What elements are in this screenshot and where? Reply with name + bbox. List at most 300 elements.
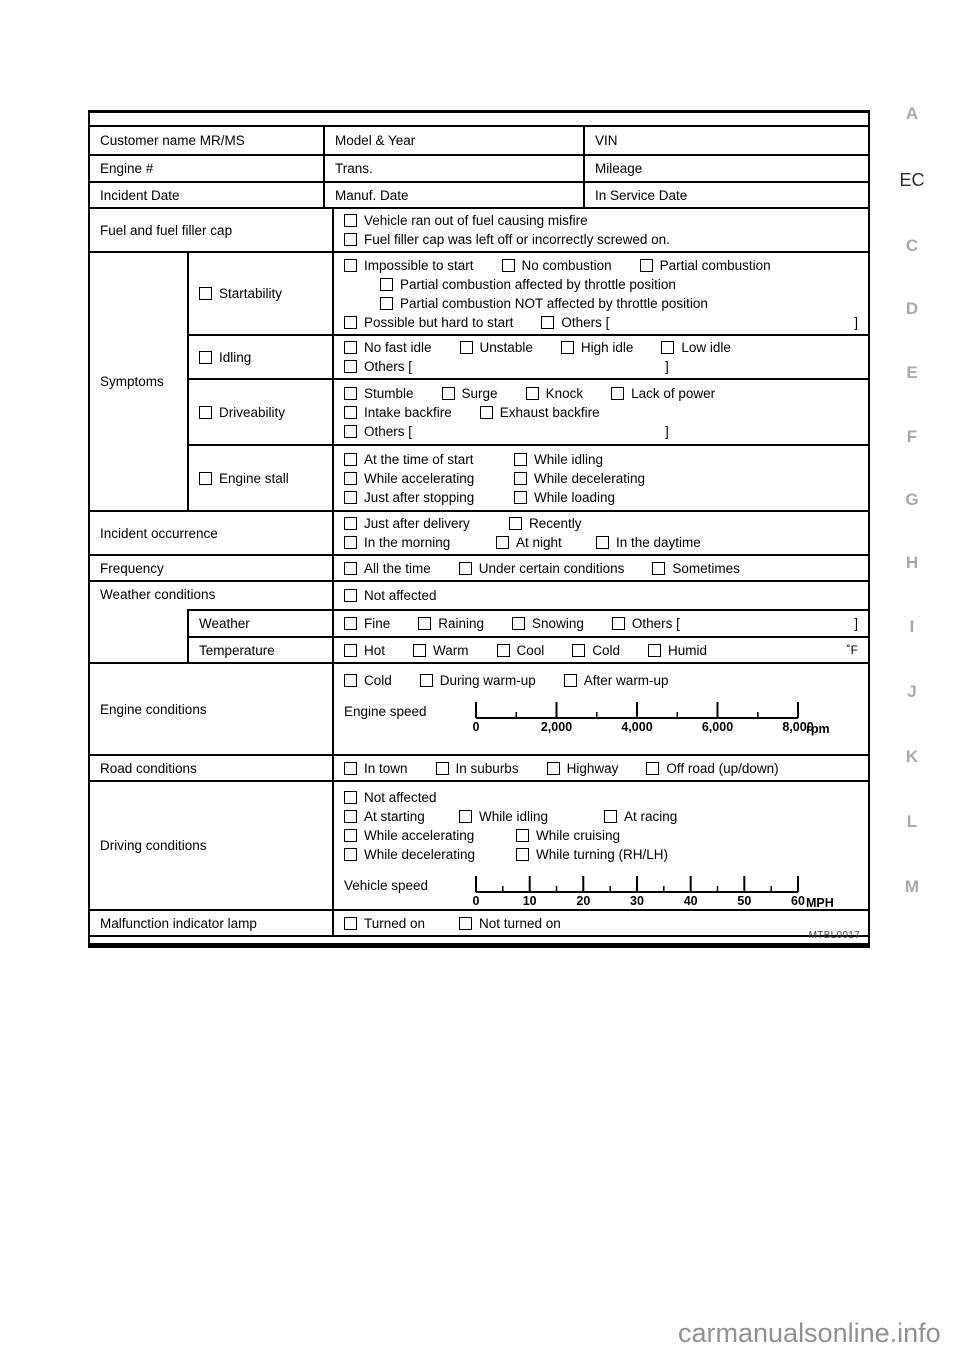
- checkbox-line: [344, 915, 860, 931]
- figure-code: MTBL0017: [808, 930, 860, 941]
- field-customer-name: Customer name MR/MS: [100, 133, 245, 148]
- diagnostic-worksheet-frame: [88, 110, 870, 948]
- row-label-engine-conditions: Engine conditions: [90, 662, 332, 754]
- checkbox-just-after-delivery[interactable]: [344, 517, 357, 530]
- option-label: While accelerating: [364, 470, 475, 486]
- option-label: Cold: [592, 642, 621, 658]
- checkbox-option: [516, 828, 620, 843]
- checkbox-recently[interactable]: [509, 517, 522, 530]
- checkbox-at-the-time-of-start[interactable]: [344, 453, 357, 466]
- option-label: Warm: [433, 642, 469, 658]
- option-label: In the morning: [364, 535, 451, 550]
- checkbox-option: [344, 809, 459, 824]
- option-label: Partial combustion affected by throttle position: [400, 276, 676, 292]
- row-label-engine-stall: [187, 446, 332, 510]
- checkbox-while-decelerating[interactable]: [344, 848, 357, 861]
- option-label: Not affected: [364, 789, 437, 805]
- scale-ruler: [472, 699, 830, 736]
- checkbox-option: [514, 490, 615, 505]
- option-label: While turning (RH/LH): [536, 846, 669, 862]
- option-label: While decelerating: [364, 846, 476, 862]
- row-label-mil: Malfunction indicator lamp: [90, 909, 332, 935]
- checkbox-line: [344, 642, 860, 658]
- checkbox-option: [497, 643, 545, 658]
- checkbox-fine[interactable]: [344, 617, 357, 630]
- option-label: No fast idle: [364, 340, 432, 355]
- table-row-engine-conditions: [90, 662, 868, 754]
- chapter-letter-i: I: [909, 617, 915, 636]
- checkbox-in-suburbs[interactable]: [436, 762, 449, 775]
- checkbox-off-road-up-down[interactable]: [646, 762, 659, 775]
- checkbox-line: [344, 385, 860, 401]
- checkbox-others[interactable]: [541, 316, 554, 329]
- checkbox-lack-of-power[interactable]: [611, 387, 624, 400]
- checkbox-option: [480, 405, 600, 420]
- checkbox-option: [646, 761, 778, 776]
- weather-subrows: [187, 582, 868, 662]
- row-label-frequency: Frequency: [90, 554, 332, 580]
- tick-label: 6,000: [701, 720, 734, 734]
- checkbox-line: [344, 232, 860, 248]
- tick-label: 0: [472, 894, 480, 908]
- scale-caption: Vehicle speed: [344, 878, 429, 893]
- checkbox-option: [344, 490, 514, 505]
- option-label: Hot: [364, 642, 386, 658]
- option-label: Others [: [364, 423, 413, 439]
- checkbox-warm[interactable]: [413, 644, 426, 657]
- option-label: Stumble: [364, 385, 414, 401]
- driving-options: [332, 780, 868, 909]
- option-label: While accelerating: [364, 827, 475, 843]
- chapter-letter-j: J: [907, 682, 917, 701]
- checkbox-option: [344, 643, 385, 658]
- option-label: Intake backfire: [364, 404, 452, 420]
- option-label: All the time: [364, 560, 431, 576]
- scale-tick-labels: [472, 894, 805, 909]
- engine-conditions-options: [332, 662, 868, 754]
- option-label: At racing: [624, 808, 678, 824]
- checkbox-line: [344, 423, 860, 439]
- option-label: Impossible to start: [364, 257, 474, 273]
- checkbox-option: [604, 809, 677, 824]
- chapter-letter-m: M: [904, 877, 920, 896]
- checkbox-highway[interactable]: [547, 762, 560, 775]
- table-row-mil: [90, 909, 868, 935]
- checkbox-option: [344, 790, 437, 805]
- checkbox-while-idling[interactable]: [459, 810, 472, 823]
- checkbox-idling[interactable]: [199, 351, 212, 364]
- checkbox-option: [496, 535, 596, 550]
- table-row-road: [90, 754, 868, 780]
- startability-options: [332, 253, 868, 334]
- frequency-options: [332, 554, 868, 580]
- incident-options: [332, 510, 868, 554]
- checkbox-option: [596, 535, 701, 550]
- checkbox-knock[interactable]: [526, 387, 539, 400]
- row-label-weather-conditions: Weather conditions: [100, 587, 216, 602]
- watermark-text: carmanualsonline.info: [678, 1318, 941, 1348]
- table-row-incident: [90, 510, 868, 554]
- checkbox-low-idle[interactable]: [661, 341, 674, 354]
- checkbox-at-racing[interactable]: [604, 810, 617, 823]
- checkbox-in-the-daytime[interactable]: [596, 536, 609, 549]
- chapter-letter-k: K: [905, 747, 919, 766]
- checkbox-exhaust-backfire[interactable]: [480, 406, 493, 419]
- chapter-letter-ec: EC: [899, 170, 925, 190]
- checkbox-option: [514, 471, 645, 486]
- table-row: [90, 181, 868, 207]
- option-label: In town: [364, 760, 408, 776]
- checkbox-option: [344, 452, 514, 467]
- checkbox-after-warm-up[interactable]: [564, 674, 577, 687]
- chapter-letter-f: F: [906, 427, 918, 446]
- checkbox-line: [344, 827, 860, 843]
- row-label-incident: Incident occurrence: [90, 510, 332, 554]
- checkbox-option: [344, 386, 414, 401]
- checkbox-option: [418, 616, 484, 631]
- option-label: High idle: [580, 340, 634, 355]
- option-label: Humid: [668, 642, 708, 658]
- option-label: Recently: [529, 516, 582, 531]
- checkbox-option: [344, 471, 514, 486]
- checkbox-option: [344, 828, 516, 843]
- checkbox-option: [502, 258, 612, 273]
- checkbox-line: [344, 789, 860, 805]
- checkbox-impossible-to-start[interactable]: [344, 259, 357, 272]
- table-row: [90, 127, 868, 154]
- checkbox-option: [512, 616, 584, 631]
- unit-suffix: ˚F: [846, 643, 858, 657]
- checkbox-line: [344, 295, 860, 311]
- option-label: Just after delivery: [364, 516, 470, 531]
- checkbox-driveability[interactable]: [199, 406, 212, 419]
- checkbox-in-the-morning[interactable]: [344, 536, 357, 549]
- scale-unit: MPH: [806, 896, 834, 910]
- symptom-subrow-idling: [187, 334, 868, 378]
- checkbox-line: [344, 276, 860, 292]
- checkbox-turned-on[interactable]: [344, 917, 357, 930]
- checkbox-vehicle-ran-out-of-fuel-causing-misfire[interactable]: [344, 214, 357, 227]
- diagnostic-worksheet-table: [88, 125, 870, 937]
- row-label-temperature: Temperature: [187, 636, 332, 662]
- checkbox-hot[interactable]: [344, 644, 357, 657]
- checkbox-line: [344, 672, 860, 688]
- chapter-letter-d: D: [905, 299, 919, 318]
- checkbox-option: [459, 916, 561, 931]
- chapter-letter-a: A: [905, 104, 919, 123]
- table-row-fuel: [90, 207, 868, 251]
- chapter-letter-h: H: [905, 553, 919, 572]
- checkbox-option: [460, 340, 533, 355]
- checkbox-not-turned-on[interactable]: [459, 917, 472, 930]
- table-row: [187, 636, 868, 662]
- field-vin: VIN: [583, 127, 868, 154]
- checkbox-option: [420, 673, 536, 688]
- checkbox-during-warm-up[interactable]: [420, 674, 433, 687]
- symptom-subrow-engine-stall: [187, 444, 868, 510]
- option-label: At night: [516, 535, 562, 550]
- tick-label: 30: [630, 894, 644, 908]
- option-label: Idling: [219, 349, 252, 365]
- checkbox-high-idle[interactable]: [561, 341, 574, 354]
- checkbox-humid[interactable]: [648, 644, 661, 657]
- checkbox-option: [344, 847, 516, 862]
- table-row: [187, 609, 868, 636]
- checkbox-option: [344, 916, 459, 931]
- option-label: Lack of power: [631, 385, 716, 401]
- checkbox-option: [344, 761, 408, 776]
- checkbox-option: [413, 643, 469, 658]
- row-label-driving: Driving conditions: [90, 780, 332, 909]
- checkbox-option: [442, 386, 498, 401]
- option-label: Off road (up/down): [666, 760, 779, 776]
- symptoms-block: [90, 251, 868, 510]
- checkbox-line: [344, 516, 860, 532]
- checkbox-option: [459, 561, 625, 576]
- weather-block: [90, 580, 868, 662]
- checkbox-while-loading[interactable]: [514, 491, 527, 504]
- checkbox-while-turning-rh-lh[interactable]: [516, 848, 529, 861]
- option-label: Unstable: [479, 340, 533, 355]
- checkbox-option: [661, 340, 731, 355]
- checkbox-cold[interactable]: [344, 674, 357, 687]
- close-bracket: ]: [854, 616, 858, 631]
- checkbox-option: [612, 616, 680, 631]
- option-label: Others [: [561, 314, 610, 330]
- tick-label: 60: [791, 894, 805, 908]
- row-label-weather: Weather: [187, 609, 332, 636]
- checkbox-while-decelerating[interactable]: [514, 472, 527, 485]
- checkbox-others[interactable]: [612, 617, 625, 630]
- option-label: While decelerating: [534, 470, 646, 486]
- checkbox-option: [459, 809, 604, 824]
- chapter-letter-c: C: [905, 236, 919, 255]
- temperature-options: [332, 636, 868, 662]
- option-label: Snowing: [532, 616, 584, 631]
- row-label-driveability: [187, 380, 332, 444]
- chapter-letter-e: E: [906, 363, 918, 382]
- checkbox-line: [344, 760, 860, 776]
- checkbox-option: [652, 561, 740, 576]
- checkbox-not-affected[interactable]: [344, 589, 357, 602]
- checkbox-others[interactable]: [344, 425, 357, 438]
- fuel-options: [332, 207, 868, 251]
- option-label: Driveability: [219, 404, 286, 420]
- row-label-startability: [187, 253, 332, 334]
- checkbox-option: [344, 232, 670, 247]
- checkbox-line: [344, 314, 860, 330]
- symptoms-subrows: [187, 253, 868, 510]
- checkbox-at-night[interactable]: [496, 536, 509, 549]
- checkbox-under-certain-conditions[interactable]: [459, 562, 472, 575]
- checkbox-option: [344, 516, 509, 531]
- field-manuf-date: Manuf. Date: [323, 181, 583, 207]
- option-label: Raining: [438, 616, 485, 631]
- checkbox-no-combustion[interactable]: [502, 259, 515, 272]
- tick-label: 50: [737, 894, 752, 908]
- option-label: No combustion: [521, 257, 612, 273]
- checkbox-line: [344, 808, 860, 824]
- checkbox-option: [611, 386, 715, 401]
- option-label: In the daytime: [616, 535, 701, 550]
- road-options: [332, 754, 868, 780]
- checkbox-option: [344, 213, 588, 228]
- scale-ruler: [472, 873, 834, 910]
- close-bracket: ]: [665, 423, 669, 439]
- option-label: At the time of start: [364, 451, 474, 467]
- option-label: Not turned on: [479, 915, 561, 931]
- option-label: While cruising: [536, 827, 621, 843]
- option-label: Possible but hard to start: [364, 314, 514, 330]
- checkbox-stumble[interactable]: [344, 387, 357, 400]
- tick-label: 20: [576, 894, 591, 908]
- checkbox-fuel-filler-cap-was-left-off-or-incorrectly-screwed-on[interactable]: [344, 233, 357, 246]
- checkbox-line: [344, 846, 860, 862]
- table-row: [187, 582, 868, 609]
- checkbox-in-town[interactable]: [344, 762, 357, 775]
- checkbox-option: [561, 340, 634, 355]
- table-row: [90, 154, 868, 181]
- option-label: Fine: [364, 616, 391, 631]
- scale-unit: rpm: [806, 722, 830, 736]
- checkbox-partial-combustion-affected-by-throttle-position[interactable]: [380, 278, 393, 291]
- checkbox-startability[interactable]: [199, 287, 212, 300]
- table-row-driving: [90, 780, 868, 909]
- checkbox-option: [344, 315, 513, 330]
- checkbox-partial-combustion[interactable]: [640, 259, 653, 272]
- row-label-idling: [187, 336, 332, 378]
- checkbox-surge[interactable]: [442, 387, 455, 400]
- checkbox-option: [509, 516, 582, 531]
- symptom-subrow-driveability: [187, 378, 868, 444]
- checkbox-not-affected[interactable]: [344, 791, 357, 804]
- driveability-options: [332, 380, 868, 444]
- option-label: While idling: [479, 808, 549, 824]
- checkbox-cold[interactable]: [572, 644, 585, 657]
- checkbox-while-idling[interactable]: [514, 453, 527, 466]
- checkbox-line: [344, 560, 860, 576]
- checkbox-option: [541, 315, 609, 330]
- checkbox-possible-but-hard-to-start[interactable]: [344, 316, 357, 329]
- scale-caption: Engine speed: [344, 704, 427, 719]
- row-label-symptoms: Symptoms: [100, 374, 164, 389]
- checkbox-option: [344, 588, 437, 603]
- table-row-frequency: [90, 554, 868, 580]
- checkbox-option: [344, 535, 496, 550]
- checkbox-others[interactable]: [344, 360, 357, 373]
- option-label: Low idle: [681, 340, 731, 355]
- checkbox-line: [344, 359, 860, 375]
- option-label: Partial combustion NOT affected by throttle position: [400, 295, 708, 311]
- checkbox-unstable[interactable]: [460, 341, 473, 354]
- checkbox-option: [344, 673, 392, 688]
- tick-label: 2,000: [540, 720, 573, 734]
- checkbox-option: [344, 359, 412, 374]
- checkbox-line: [344, 616, 860, 632]
- option-label: Sometimes: [672, 560, 740, 576]
- checkbox-while-cruising[interactable]: [516, 829, 529, 842]
- checkbox-line: [344, 257, 860, 273]
- option-label: In suburbs: [455, 760, 519, 776]
- checkbox-all-the-time[interactable]: [344, 562, 357, 575]
- mil-options: [332, 909, 868, 935]
- checkbox-while-accelerating[interactable]: [344, 829, 357, 842]
- checkbox-line: [344, 404, 860, 420]
- option-label: Surge: [461, 385, 498, 401]
- idling-options: [332, 336, 868, 378]
- checkbox-cool[interactable]: [497, 644, 510, 657]
- checkbox-option: [344, 616, 390, 631]
- checkbox-option: [344, 405, 452, 420]
- checkbox-option: [344, 258, 474, 273]
- option-label: Not affected: [364, 588, 437, 603]
- checkbox-line: [344, 451, 860, 467]
- option-label: Just after stopping: [364, 489, 475, 505]
- checkbox-option: [380, 296, 708, 311]
- tick-label: 8,000: [782, 720, 814, 734]
- option-label: Turned on: [364, 915, 426, 931]
- tick-label: 0: [472, 720, 480, 734]
- field-mileage: Mileage: [583, 154, 868, 181]
- field-in-service-date: In Service Date: [583, 181, 868, 207]
- option-label: During warm-up: [439, 672, 536, 688]
- checkbox-option: [564, 673, 669, 688]
- tick-label: 4,000: [621, 720, 653, 734]
- checkbox-sometimes[interactable]: [652, 562, 665, 575]
- option-label: Others [: [631, 616, 680, 631]
- tick-label: 40: [683, 894, 698, 908]
- tick-label: 10: [522, 894, 537, 908]
- option-label: Cold: [364, 672, 392, 688]
- checkbox-while-accelerating[interactable]: [344, 472, 357, 485]
- option-label: Under certain conditions: [478, 560, 625, 576]
- option-label: Fuel filler cap was left off or incorrectly screwed on.: [364, 232, 670, 247]
- speed-scale: [344, 873, 860, 909]
- checkbox-option: [547, 761, 619, 776]
- option-label: Highway: [566, 760, 619, 776]
- option-label: At starting: [364, 808, 425, 824]
- checkbox-engine-stall[interactable]: [199, 472, 212, 485]
- checkbox-no-fast-idle[interactable]: [344, 341, 357, 354]
- option-label: While loading: [534, 489, 616, 505]
- engine-stall-options: [332, 446, 868, 510]
- checkbox-partial-combustion-not-affected-by-throttle-position[interactable]: [380, 297, 393, 310]
- checkbox-snowing[interactable]: [512, 617, 525, 630]
- checkbox-line: [344, 340, 860, 356]
- checkbox-intake-backfire[interactable]: [344, 406, 357, 419]
- option-label: Exhaust backfire: [499, 404, 600, 420]
- field-model-year: Model & Year: [323, 127, 583, 154]
- field-trans: Trans.: [323, 154, 583, 181]
- checkbox-option: [344, 561, 431, 576]
- checkbox-option: [436, 761, 519, 776]
- spacer-cell: [187, 582, 332, 609]
- close-bracket: ]: [665, 359, 669, 374]
- checkbox-option: [640, 258, 771, 273]
- option-label: While idling: [534, 451, 604, 467]
- checkbox-at-starting[interactable]: [344, 810, 357, 823]
- checkbox-raining[interactable]: [418, 617, 431, 630]
- option-label: Others [: [364, 359, 413, 374]
- chapter-letter-g: G: [905, 490, 919, 509]
- option-label: Partial combustion: [659, 257, 771, 273]
- symptom-subrow-startability: [187, 253, 868, 334]
- checkbox-line: [344, 213, 860, 229]
- checkbox-option: [380, 277, 676, 292]
- checkbox-option: [344, 340, 432, 355]
- close-bracket: ]: [854, 314, 858, 330]
- checkbox-just-after-stopping[interactable]: [344, 491, 357, 504]
